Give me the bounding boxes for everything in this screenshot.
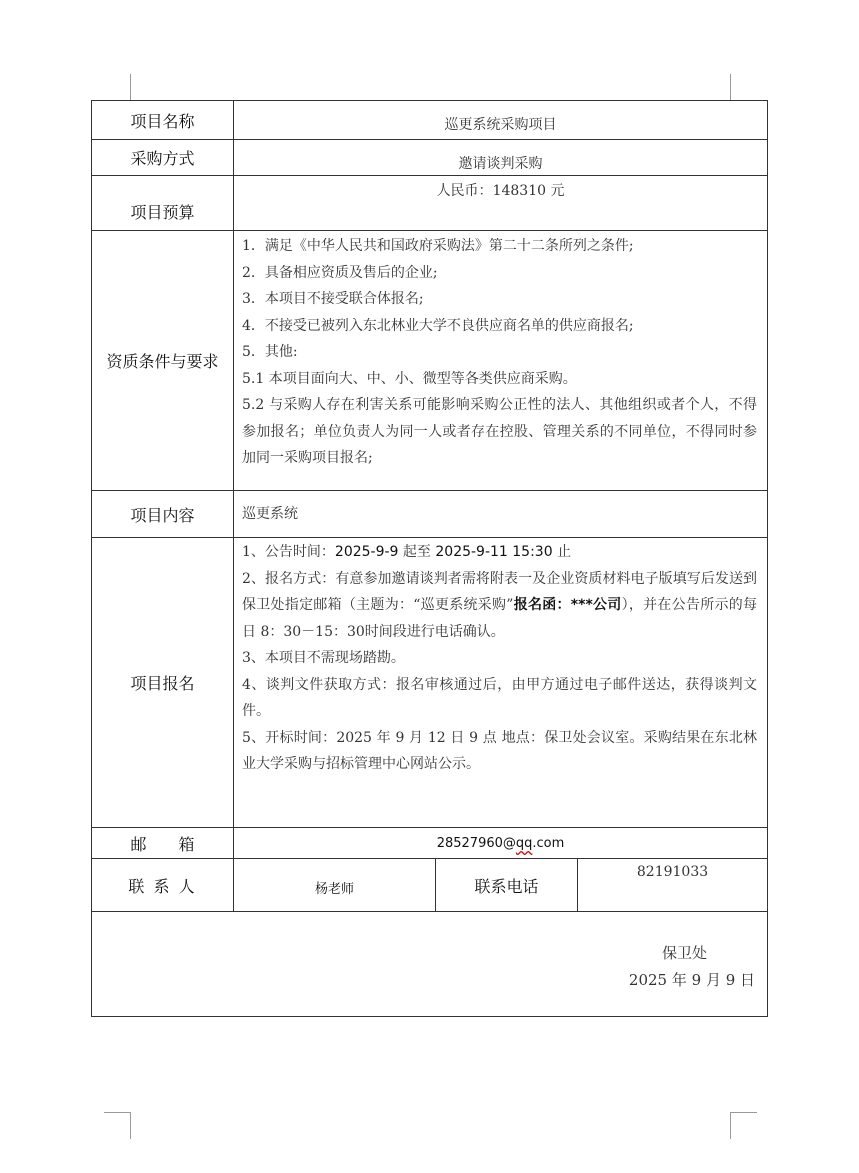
- procurement-form-table: [91, 100, 768, 1017]
- crop-mark-bottom-left: [104, 1112, 131, 1139]
- registration-announcement: 1、公告时间：2025-9-9 起至 2025-9-11 15:30 止: [242, 544, 572, 560]
- announce-end-date: 2025-9-11 15:30: [435, 544, 553, 560]
- signature-date: 2025 年 9 月 9 日: [628, 971, 756, 989]
- qualification-item-2: 2．具备相应资质及售后的企业;: [242, 264, 438, 281]
- announce-start-date: 2025-9-9: [334, 544, 399, 560]
- email-value: 28527960@qq.com: [234, 828, 768, 859]
- email-label: 邮 箱: [92, 828, 234, 859]
- qualification-item-4: 4．不接受已被列入东北林业大学不良供应商名单的供应商报名;: [242, 317, 634, 334]
- row-signature: [92, 912, 768, 1017]
- contact-person: 杨老师: [234, 859, 436, 912]
- row-content: [92, 491, 768, 538]
- content-label: 项目内容: [92, 491, 234, 538]
- qualification-item-1: 1．满足《中华人民共和国政府采购法》第二十二条所列之条件;: [242, 238, 634, 254]
- registration-letter-subject: 报名函：***公司: [513, 597, 622, 613]
- registration-method: 2、报名方式：有意参加邀请谈判者需将附表一及企业资质材料电子版填写后发送到保卫处指定邮箱（主题为：“巡更系统采购”报名函：***公司），并在公告所示的每日 8：30－15：30时间段进行电话确认。: [242, 570, 758, 640]
- signature-org: 保卫处: [662, 944, 708, 962]
- row-budget: [92, 176, 768, 231]
- budget-label: 项目预算: [92, 176, 234, 231]
- crop-mark-bottom-right: [730, 1112, 757, 1139]
- content-value: 巡更系统: [234, 491, 768, 538]
- row-registration: [92, 538, 768, 828]
- phone-label: 联系电话: [436, 859, 578, 912]
- row-email: [92, 828, 768, 859]
- phone-value: 82191033: [578, 859, 768, 912]
- qualification-item-5: 5．其他:: [242, 344, 298, 360]
- registration-item-3: 3、本项目不需现场踏勘。: [242, 650, 405, 666]
- contact-label: 联 系 人: [92, 859, 234, 912]
- qualifications-list: [234, 231, 768, 491]
- row-contact: [92, 859, 768, 912]
- budget-value: 人民币：148310 元: [234, 176, 768, 231]
- qualification-item-5-2: 5.2 与采购人存在利害关系可能影响采购公正性的法人、其他组织或者个人，不得参加报名；单位负责人为同一人或者存在控股、管理关系的不同单位，不得同时参加同一采购项目报名;: [242, 397, 758, 466]
- registration-details: [234, 538, 768, 828]
- row-procurement-method: [92, 140, 768, 176]
- qualifications-label: 资质条件与要求: [92, 231, 234, 491]
- project-name-label: 项目名称: [92, 101, 234, 140]
- registration-label: 项目报名: [92, 538, 234, 828]
- crop-mark-top-right: [730, 74, 757, 101]
- procurement-method-label: 采购方式: [92, 140, 234, 176]
- qualification-item-5-1: 5.1 本项目面向大、中、小、微型等各类供应商采购。: [242, 370, 577, 387]
- registration-item-4: 4、谈判文件获取方式：报名审核通过后，由甲方通过电子邮件送达，获得谈判文件。: [242, 676, 758, 719]
- procurement-method-value: 邀请谈判采购: [234, 140, 768, 176]
- qualification-item-3: 3．本项目不接受联合体报名;: [242, 291, 424, 307]
- project-name-value: 巡更系统采购项目: [234, 101, 768, 140]
- crop-mark-top-left: [104, 74, 131, 101]
- row-qualifications: [92, 231, 768, 491]
- row-project-name: [92, 101, 768, 140]
- registration-item-5: 5、开标时间：2025 年 9 月 12 日 9 点 地点：保卫处会议室。采购结果在东北林业大学采购与招标管理中心网站公示。: [242, 729, 758, 772]
- signature-cell: [92, 912, 768, 1017]
